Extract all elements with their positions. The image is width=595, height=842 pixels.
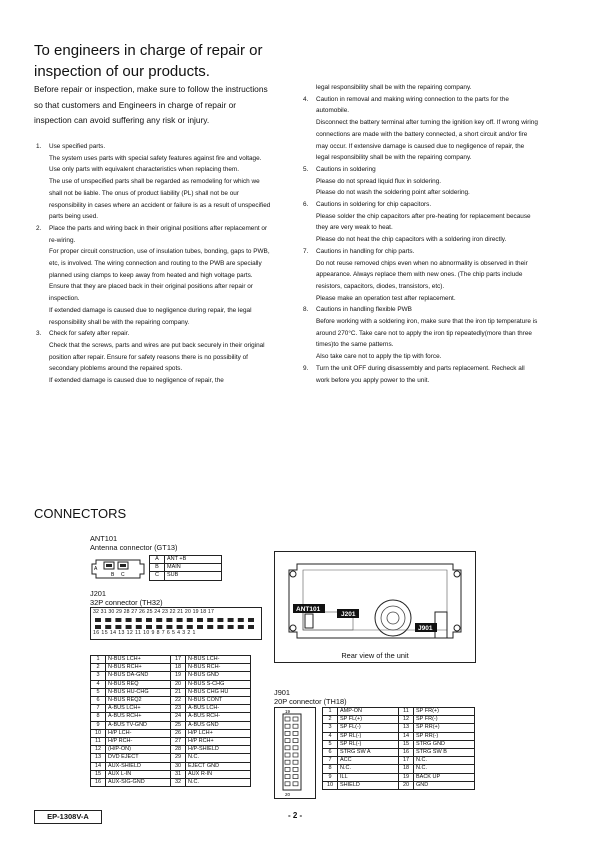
j901-top-number: 19 [285, 709, 291, 714]
pin-signal: SP FR(+) [414, 708, 475, 716]
pin-number: 18 [399, 765, 414, 773]
pin-number: 6 [91, 697, 106, 705]
pin-signal: N-BUS RCH+ [106, 664, 171, 672]
pin-signal: STRG SW B [414, 749, 475, 757]
j201-pin [197, 625, 203, 629]
pin-number: 14 [399, 732, 414, 740]
pin-number: 16 [399, 749, 414, 757]
pin-signal: N-BUS REQ2 [106, 697, 171, 705]
item-heading: Use specified parts. [49, 143, 106, 150]
item-paragraph: Do not reuse removed chips even when no abnormality is observed in their appearance. Always replace them with new ones. (The chip parts include resistors, capacitors, diodes, transistors, etc). [316, 259, 528, 290]
pin-signal: N-BUS CONT [186, 697, 251, 705]
item-heading: Cautions in handling flexible PWB [316, 306, 412, 314]
j201-diagram [90, 607, 262, 640]
pin-row [323, 749, 475, 757]
pin-signal: H/P RCH+ [186, 738, 251, 746]
pin-row [150, 556, 222, 564]
pin-number: 18 [171, 664, 186, 672]
pin-number: 2 [323, 716, 338, 724]
pin-number: 3 [323, 724, 338, 732]
pin-signal: SHIELD [338, 781, 399, 789]
item-paragraph: The system uses parts with special safety features against fire and voltage. Use only parts with equivalent characteristics when replacing them. [49, 154, 262, 174]
pin-number: A [150, 556, 165, 564]
ant101-label-c: C [121, 572, 125, 578]
pin-number: 11 [91, 738, 106, 746]
pin-row [323, 765, 475, 773]
j201-pin [187, 618, 193, 622]
pin-number: 24 [171, 713, 186, 721]
continued-text: legal responsibility shall be with the repairing company. [316, 84, 472, 91]
pin-signal: (H/P-ON) [106, 746, 171, 754]
j201-pin [228, 618, 234, 622]
pin-signal: AUX-SIG-GND [106, 779, 171, 787]
j201-pin [177, 618, 183, 622]
instruction-item [36, 223, 272, 328]
j201-top-row-numbers: 32 31 30 29 28 27 26 25 24 23 22 21 20 19 18 17 [93, 609, 214, 615]
instruction-item [303, 199, 539, 246]
intro-text: Before repair or inspection, make sure to follow the instructions so that customers and Engineers in charge of repair or inspection can avoid suffering any risk or injury. [34, 84, 268, 125]
pin-number: 16 [91, 779, 106, 787]
pin-number: 30 [171, 762, 186, 770]
j901-pin [285, 775, 290, 779]
item-paragraph: If extended damage is caused due to negligence during repair, the legal responsibility shall be with the repairing company. [49, 306, 252, 326]
pin-number: 25 [171, 721, 186, 729]
item-number: 4. [303, 95, 309, 103]
pin-number: 19 [171, 672, 186, 680]
pin-signal: STRG GND [414, 740, 475, 748]
pin-signal: SP RL(-) [338, 732, 399, 740]
j201-pin [217, 625, 223, 629]
rear-label-j901 [415, 623, 437, 632]
item-number: 2. [36, 224, 42, 232]
pin-row [323, 773, 475, 781]
pin-number: 32 [171, 779, 186, 787]
pin-signal: N-BUS DA-GND [106, 672, 171, 680]
pin-row [323, 732, 475, 740]
pin-number: 6 [323, 749, 338, 757]
pin-signal: AMP-ON [338, 708, 399, 716]
j201-pin [228, 625, 234, 629]
pin-number: 27 [171, 738, 186, 746]
j901-pin [285, 767, 290, 771]
item-paragraph: Disconnect the battery terminal after turning the ignition key off. If wrong wiring connections are made with the battery connected, a short circuit and/or fire may occur. If extensive damage is caused due to negligence of repair, the legal responsibility shall be with the repairing company. [316, 119, 538, 162]
pin-number: 22 [171, 697, 186, 705]
pin-number: 20 [399, 781, 414, 789]
pin-row [91, 754, 251, 762]
item-number: 3. [36, 330, 42, 338]
pin-number: 17 [399, 757, 414, 765]
pin-row [323, 740, 475, 748]
j901-id: J901 [274, 688, 291, 697]
j901-name: 20P connector (TH18) [274, 697, 347, 706]
pin-signal: N-BUS LCH+ [106, 656, 171, 664]
pin-number: 1 [91, 656, 106, 664]
instruction-item [36, 328, 272, 387]
pin-row [91, 713, 251, 721]
pin-row [91, 688, 251, 696]
pin-row [91, 779, 251, 787]
pin-row [91, 697, 251, 705]
item-heading: Cautions in soldering [316, 165, 376, 173]
j901-pin [285, 753, 290, 757]
j201-pin [248, 618, 254, 622]
pin-signal: MAIN [165, 564, 222, 572]
pin-row [323, 708, 475, 716]
pin-number: 1 [323, 708, 338, 716]
pin-signal: SP RR(-) [414, 732, 475, 740]
pin-row [91, 762, 251, 770]
pin-number: 28 [171, 746, 186, 754]
j901-pin [285, 717, 290, 721]
j901-pin [293, 767, 298, 771]
item-heading: Caution in removal and making wiring connection to the parts for the automobile. [316, 95, 509, 115]
pin-signal: H/P LCH- [106, 729, 171, 737]
pin-row [91, 656, 251, 664]
j201-pin [156, 618, 162, 622]
pin-row [323, 716, 475, 724]
j201-pin [136, 625, 142, 629]
j201-pin [166, 625, 172, 629]
pin-number: 15 [399, 740, 414, 748]
item-number: 5. [303, 165, 309, 173]
pin-row [150, 564, 222, 572]
instruction-item [36, 141, 272, 223]
pin-number: 7 [323, 757, 338, 765]
pin-number: 2 [91, 664, 106, 672]
item-heading: Cautions in handling for chip parts. [316, 247, 415, 255]
pin-number: 5 [91, 688, 106, 696]
pin-signal: EJECT GND [186, 762, 251, 770]
j201-pin [177, 625, 183, 629]
pin-signal: SUB [165, 572, 222, 580]
item-heading: Check for safety after repair. [49, 330, 130, 338]
item-heading: Place the parts and wiring back in their original positions after replacement or re-wiring. [49, 224, 268, 244]
pin-number: 9 [91, 721, 106, 729]
instruction-item [303, 164, 539, 199]
j901-pin [293, 717, 298, 721]
pin-signal: A-BUS RCH+ [106, 713, 171, 721]
rear-view-drawing [275, 552, 475, 647]
model-number: EP-1308V-A [34, 810, 102, 824]
svg-text:J901: J901 [418, 625, 433, 632]
pin-number: B [150, 564, 165, 572]
item-paragraph: If extended damage is caused due to negligence of repair, the [49, 377, 224, 385]
j201-pin [238, 625, 244, 629]
pin-signal: SP RR(+) [414, 724, 475, 732]
j901-pin [293, 724, 298, 728]
item-paragraph: Also take care not to apply the tip with force. [316, 353, 442, 361]
rear-view-panel [274, 551, 476, 663]
pin-row [91, 680, 251, 688]
pin-signal: SP FR(-) [414, 716, 475, 724]
pin-number: 5 [323, 740, 338, 748]
j201-pin [115, 625, 121, 629]
pin-row [323, 757, 475, 765]
j901-pin [285, 731, 290, 735]
ant101-diagram [90, 556, 146, 580]
j201-pin [248, 625, 254, 629]
pin-number: 11 [399, 708, 414, 716]
pin-row [91, 738, 251, 746]
pin-signal: N-BUS CHG HU [186, 688, 251, 696]
pin-number: 10 [91, 729, 106, 737]
j201-name: 32P connector (TH32) [90, 598, 163, 607]
pin-number: 7 [91, 705, 106, 713]
pin-signal: ACC [338, 757, 399, 765]
pin-signal: N.C. [338, 765, 399, 773]
j201-pin-table [90, 655, 251, 787]
ant101-name: Antenna connector (GT13) [90, 543, 178, 552]
pin-signal: A-BUS RCH- [186, 713, 251, 721]
pin-number: 3 [91, 672, 106, 680]
rear-view-caption: Rear view of the unit [341, 651, 409, 660]
j201-id: J201 [90, 589, 107, 598]
j201-pin-graphic [93, 617, 259, 631]
pin-row [91, 729, 251, 737]
pin-number: 8 [91, 713, 106, 721]
item-paragraph: Please do not wash the soldering point after soldering. [316, 189, 470, 197]
item-number: 9. [303, 364, 309, 372]
j901-bottom-number: 20 [285, 792, 291, 797]
pin-number: 9 [323, 773, 338, 781]
rear-label-j201 [337, 609, 359, 618]
ant101-label-a: A [94, 566, 98, 572]
pin-signal: A-BUS LCH+ [106, 705, 171, 713]
j901-pin-table [322, 707, 475, 790]
pin-signal: H/P RCH- [106, 738, 171, 746]
item-paragraph: For proper circuit construction, use of insulation tubes, bonding, gaps to PWB, etc, is involved. The wiring connection and routing to the PWB are specially planned using clamps to keep away from heated and high voltage parts. Ensure that they are placed back in their original positions after repair or inspection. [49, 248, 270, 303]
pin-signal: N-BUS S-CHG [186, 680, 251, 688]
j901-pin [293, 782, 298, 786]
pin-number: 26 [171, 729, 186, 737]
rear-label-ant101 [293, 604, 325, 613]
j201-pin [115, 618, 121, 622]
j901-pin [293, 746, 298, 750]
pin-signal: ANT +B [165, 556, 222, 564]
pin-signal: STRG SW A [338, 749, 399, 757]
ant101-label-b: B [111, 572, 115, 578]
pin-row [323, 724, 475, 732]
pin-signal: ILL [338, 773, 399, 781]
pin-number: 15 [91, 770, 106, 778]
instruction-item [303, 94, 539, 164]
pin-signal: SP FL(+) [338, 716, 399, 724]
j201-pin [126, 625, 132, 629]
pin-signal: AUX L-IN [106, 770, 171, 778]
item-number: 6. [303, 201, 309, 209]
j201-pin [146, 625, 152, 629]
j201-pin [126, 618, 132, 622]
instruction-item [303, 304, 539, 363]
instruction-item [303, 246, 539, 305]
pin-signal: N-BUS REQ [106, 680, 171, 688]
j201-pin [238, 618, 244, 622]
j901-pin [285, 739, 290, 743]
pin-signal: N-BUS GND [186, 672, 251, 680]
pin-number: 31 [171, 770, 186, 778]
pin-signal: GND [414, 781, 475, 789]
item-number: 1. [36, 143, 42, 150]
j901-pin [293, 739, 298, 743]
j901-pin [285, 724, 290, 728]
pin-signal: BACK UP [414, 773, 475, 781]
item-paragraph: Please do not heat the chip capacitors with a soldering iron directly. [316, 236, 507, 244]
pin-row [150, 572, 222, 580]
pin-row [91, 770, 251, 778]
page-number: - 2 - [288, 811, 303, 820]
j201-pin [166, 618, 172, 622]
item-heading: Turn the unit OFF during disassembly and parts replacement. Recheck all work before you apply power to the unit. [316, 364, 525, 384]
pin-signal: A-BUS LCH- [186, 705, 251, 713]
pin-row [91, 721, 251, 729]
pin-signal: N.C. [414, 765, 475, 773]
ant101-pin-table [149, 555, 222, 581]
pin-signal: DVD EJECT [106, 754, 171, 762]
pin-number: 12 [91, 746, 106, 754]
j201-pin [156, 625, 162, 629]
item-paragraph: Please do not spread liquid flux in soldering. [316, 177, 442, 185]
j901-pin [293, 760, 298, 764]
pin-signal: SP FL(-) [338, 724, 399, 732]
j201-pin [95, 625, 101, 629]
j901-pin [293, 753, 298, 757]
connectors-heading: CONNECTORS [34, 506, 127, 521]
item-paragraph: Please make an operation test after replacement. [316, 294, 456, 302]
instruction-item [303, 363, 539, 386]
page-title: To engineers in charge of repair or inspection of our products. [34, 42, 263, 80]
j201-pin [207, 625, 213, 629]
j901-pin-graphic [275, 708, 315, 798]
j201-pin [217, 618, 223, 622]
j201-pin [105, 618, 111, 622]
pin-signal: A-BUS GND [186, 721, 251, 729]
instructions-column-2 [303, 82, 539, 386]
j901-pin [293, 731, 298, 735]
pin-signal: N.C. [414, 757, 475, 765]
pin-number: 13 [399, 724, 414, 732]
j901-diagram [274, 707, 316, 799]
j901-pin [285, 746, 290, 750]
pin-number: 20 [171, 680, 186, 688]
pin-row [91, 705, 251, 713]
j201-pin [146, 618, 152, 622]
j201-pin [197, 618, 203, 622]
pin-number: 17 [171, 656, 186, 664]
j201-pin [207, 618, 213, 622]
svg-text:J201: J201 [341, 611, 356, 618]
pin-number: 21 [171, 688, 186, 696]
pin-signal: A-BUS TV-GND [106, 721, 171, 729]
pin-row [91, 746, 251, 754]
pin-signal: H/P-SHIELD [186, 746, 251, 754]
item-number: 8. [303, 306, 309, 314]
pin-number: C [150, 572, 165, 580]
pin-number: 8 [323, 765, 338, 773]
j201-pin [95, 618, 101, 622]
pin-row [91, 664, 251, 672]
svg-text:ANT101: ANT101 [296, 606, 321, 613]
j901-pin [293, 775, 298, 779]
item-paragraph: The use of unspecified parts shall be regarded as remodeling for which we shall not be liable. The onus of product liability (PL) shall not be our responsibility in cases where an accident or failure is as a result of unspecified parts being used. [49, 178, 271, 221]
pin-number: 29 [171, 754, 186, 762]
item-paragraph: Please solder the chip capacitors after pre-heating for replacement because they are very weak to heat. [316, 212, 531, 232]
pin-number: 12 [399, 716, 414, 724]
pin-signal: AUX-SHIELD [106, 762, 171, 770]
item-paragraph: Before working with a soldering iron, make sure that the iron tip temperature is around 270°C. Take care not to apply the iron tip repeatedly(more than three times)to the same patterns. [316, 318, 538, 349]
j201-pin [136, 618, 142, 622]
j901-pin [285, 782, 290, 786]
item-paragraph: Check that the screws, parts and wires are put back securely in their original position after repair. Ensure for safety reasons there is no possibility of secondary ploblems around the repaired spots. [49, 341, 265, 373]
pin-signal: N.C. [186, 779, 251, 787]
j201-bottom-row-numbers: 16 15 14 13 12 11 10 9 8 7 6 5 4 3 2 1 [93, 630, 196, 636]
pin-number: 14 [91, 762, 106, 770]
pin-signal: N.C. [186, 754, 251, 762]
pin-signal: N-BUS LCH- [186, 656, 251, 664]
j901-pin [285, 760, 290, 764]
pin-number: 4 [323, 732, 338, 740]
pin-number: 19 [399, 773, 414, 781]
pin-signal: AUX R-IN [186, 770, 251, 778]
ant101-id: ANT101 [90, 534, 118, 543]
pin-row [91, 672, 251, 680]
pin-number: 10 [323, 781, 338, 789]
pin-number: 4 [91, 680, 106, 688]
pin-number: 13 [91, 754, 106, 762]
pin-signal: H/P LCH+ [186, 729, 251, 737]
item-number: 7. [303, 247, 309, 255]
instructions-column-1 [36, 141, 272, 387]
j201-pin [187, 625, 193, 629]
pin-signal: N-BUS HU-CHG [106, 688, 171, 696]
pin-signal: SP RL(-) [338, 740, 399, 748]
pin-signal: N-BUS RCH- [186, 664, 251, 672]
item-heading: Cautions in soldering for chip capacitors. [316, 201, 432, 209]
pin-row [323, 781, 475, 789]
j201-pin [105, 625, 111, 629]
pin-number: 23 [171, 705, 186, 713]
instructions-list-2 [303, 94, 539, 387]
